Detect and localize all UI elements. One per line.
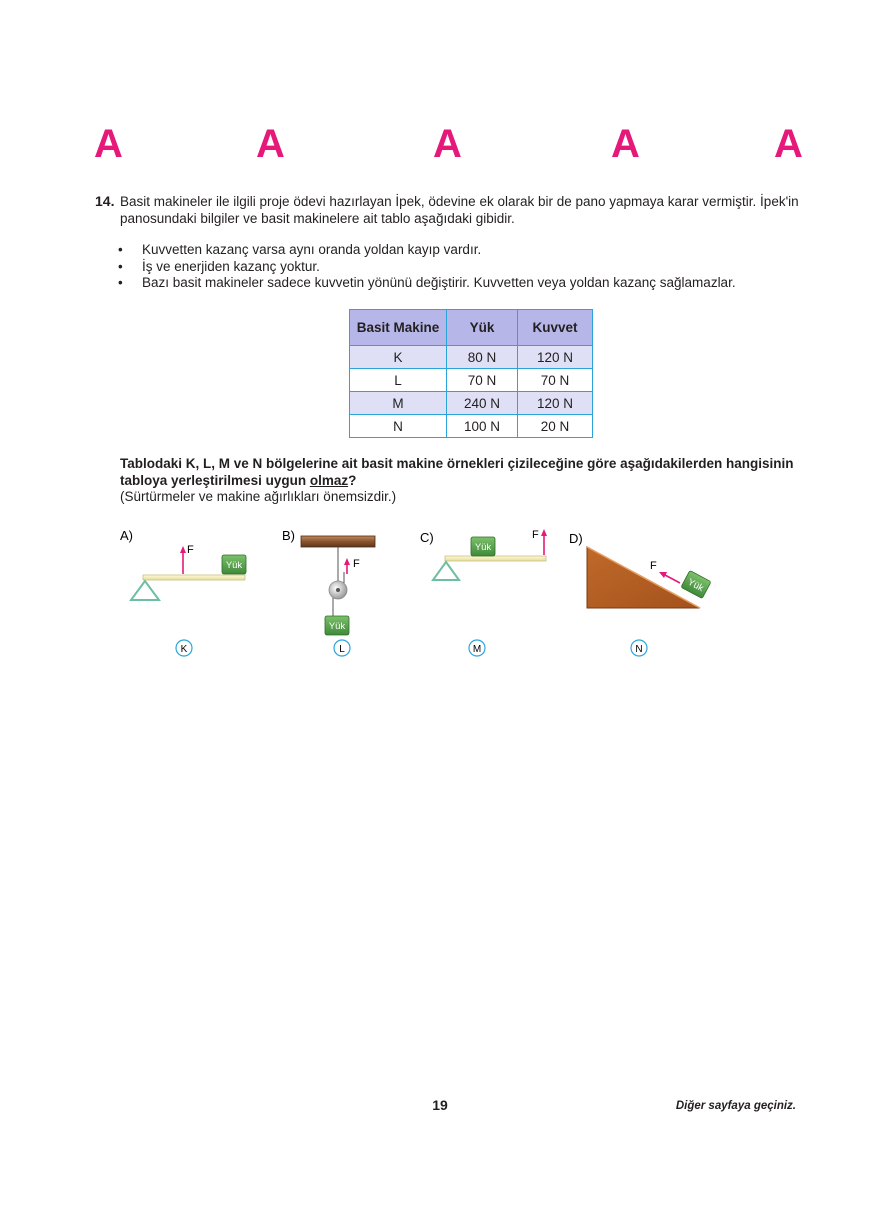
question-number: 14. <box>95 193 115 209</box>
table-header-row <box>350 310 593 346</box>
force-label: F <box>353 558 360 570</box>
load-label: Yük <box>328 621 346 632</box>
table-cell: K <box>350 346 447 369</box>
booklet-letter: A <box>256 122 285 166</box>
option-circle-letter: L <box>339 644 345 655</box>
booklet-letter: A <box>94 122 123 166</box>
table-cell: L <box>350 369 447 392</box>
table-cell: M <box>350 392 447 415</box>
lever-plank <box>143 575 245 580</box>
option-b-pulley[interactable] <box>282 528 375 656</box>
load-label: Yük <box>685 576 706 595</box>
question-stem: Basit makineler ile ilgili proje ödevi hazırlayan İpek, ödevine ek olarak bir de pano yapmaya karar vermiştir. İpek'in panosundaki bilgiler ve basit makinelere ait tablo aşağıdaki gibidir. <box>120 194 799 226</box>
simple-machine-table <box>349 309 593 438</box>
table-row <box>350 392 593 415</box>
table-row <box>350 415 593 438</box>
table-cell: 80 N <box>447 346 518 369</box>
force-label: F <box>650 560 657 572</box>
option-a-lever[interactable] <box>120 528 246 656</box>
column-header: Kuvvet <box>518 310 593 346</box>
load-box-icon <box>681 570 711 598</box>
option-circle-letter: K <box>180 644 188 655</box>
table-row <box>350 346 593 369</box>
fulcrum-icon <box>433 562 459 580</box>
table-cell: 120 N <box>518 346 593 369</box>
column-header: Basit Makine <box>350 310 447 346</box>
table-cell: 20 N <box>518 415 593 438</box>
prompt-end: ? <box>348 472 357 488</box>
question-note: (Sürtürmeler ve makine ağırlıkları önemsizdir.) <box>120 489 397 504</box>
option-c-label: C) <box>420 530 434 545</box>
info-list <box>118 242 736 292</box>
option-circle-letter: M <box>472 644 482 655</box>
table-cell: N <box>350 415 447 438</box>
booklet-letter: A <box>774 122 803 166</box>
load-label: Yük <box>474 542 492 553</box>
table-cell: 70 N <box>447 369 518 392</box>
table-cell: 70 N <box>518 369 593 392</box>
column-header: Yük <box>447 310 518 346</box>
load-label: Yük <box>225 560 243 571</box>
lever-plank <box>445 556 546 561</box>
list-item: • Bazı basit makineler sadece kuvvetin yönünü değiştirir. Kuvvetten veya yoldan kazanç sağlamazlar. <box>118 275 736 292</box>
question-prompt <box>120 456 820 489</box>
table-cell: 240 N <box>447 392 518 415</box>
page-number: 19 <box>432 1097 448 1113</box>
booklet-letter: A <box>611 122 640 166</box>
option-circle-letter: N <box>635 644 643 655</box>
next-page-note: Diğer sayfaya geçiniz. <box>675 1100 796 1112</box>
table-cell: 100 N <box>447 415 518 438</box>
answer-options-figures <box>0 520 880 670</box>
prompt-text: Tablodaki K, L, M ve N bölgelerine ait basit makine örnekleri çizileceğine göre aşağıdakilerden hangisinin tabloya yerleştirilmesi uygun <box>120 456 794 488</box>
option-b-label: B) <box>282 528 295 543</box>
list-item: • Kuvvetten kazanç varsa aynı oranda yoldan kayıp vardır. <box>118 242 736 259</box>
booklet-letter: A <box>433 122 462 166</box>
arrow-head-icon <box>541 529 547 536</box>
force-label: F <box>187 544 194 556</box>
table-row <box>350 369 593 392</box>
prompt-underlined: olmaz <box>309 472 349 488</box>
arrow-head-icon <box>344 558 350 565</box>
option-a-label: A) <box>120 528 133 543</box>
arrow-head-icon <box>180 546 186 553</box>
ceiling-beam <box>301 536 375 547</box>
option-d-label: D) <box>569 531 583 546</box>
list-item: • İş ve enerjiden kazanç yoktur. <box>118 259 736 276</box>
option-c-lever[interactable] <box>420 529 547 656</box>
force-label: F <box>532 529 539 541</box>
option-d-inclined-plane[interactable] <box>569 531 711 656</box>
table-cell: 120 N <box>518 392 593 415</box>
fulcrum-icon <box>131 581 159 600</box>
force-arrow-icon <box>665 575 680 583</box>
pulley-axle-icon <box>336 588 340 592</box>
